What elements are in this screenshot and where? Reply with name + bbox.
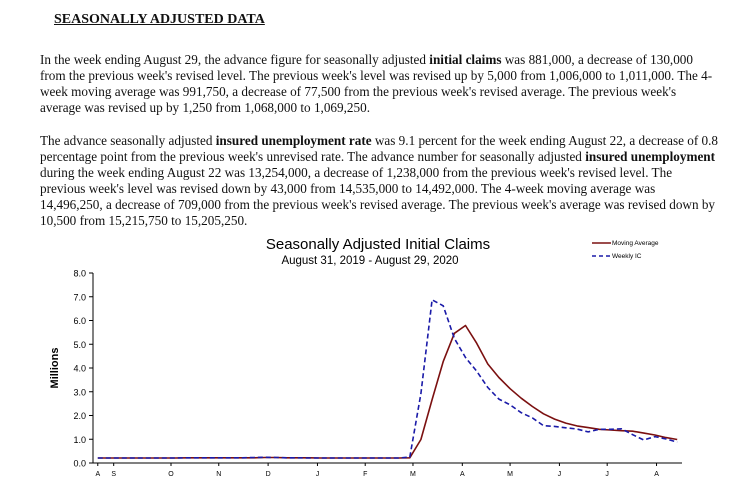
x-tick-label: N xyxy=(216,471,222,478)
chart-legend xyxy=(592,240,659,260)
section-heading: SEASONALLY ADJUSTED DATA xyxy=(54,12,265,27)
p2-bold-insured-unemployment: insured unemployment xyxy=(585,149,716,164)
y-tick-label: 2.0 xyxy=(73,411,86,421)
p1-text-2: was 881,000, a decrease of 130,000 from the previous week's revised level. The previous week's level was revised up by 5,000 from 1,006,000 to 1,011,000. The 4-week moving average was 991,750, a decrease of 77,500 from the previous week's revised average. The previous week's average was revised up by 1,250 from 1,068,000 to 1,069,250. xyxy=(40,52,713,115)
p2-text-3: during the week ending August 22 was 13,254,000, a decrease of 1,238,000 from the previous week's revised level. The previous week's level was revised down by 43,000 from 14,535,000 to 14,492,000. The 4-week moving average was 14,496,250, a decrease of 709,000 from the previous week's revised average. The previous week's average was revised down by 10,500 from 15,215,750 to 15,205,250. xyxy=(40,165,716,228)
x-tick-label: M xyxy=(410,471,416,478)
initial-claims-chart xyxy=(0,232,743,487)
p2-bold-insured-unemployment-rate: insured unemployment rate xyxy=(215,133,372,148)
p1-bold-initial-claims: initial claims xyxy=(429,52,502,67)
y-tick-label: 8.0 xyxy=(73,268,86,279)
x-tick-label: F xyxy=(363,471,368,478)
y-tick-label: 1.0 xyxy=(73,434,86,445)
chart-title: Seasonally Adjusted Initial Claims xyxy=(265,236,491,253)
moving-average-line xyxy=(98,326,677,459)
weekly-ic-line xyxy=(98,300,677,458)
x-tick-label: A xyxy=(459,471,465,478)
y-axis-label: Millions xyxy=(49,347,61,389)
x-tick-label: S xyxy=(111,471,117,478)
x-tick-label: M xyxy=(507,471,513,478)
insured-unemployment-paragraph xyxy=(40,133,720,229)
x-tick-label: D xyxy=(265,471,271,478)
x-tick-label: J xyxy=(605,471,609,478)
p2-text-1: The advance seasonally adjusted xyxy=(40,133,216,148)
plot-area xyxy=(73,269,682,479)
y-tick-label: 0.0 xyxy=(73,458,86,469)
p2-text-2: was 9.1 percent for the week ending August 22, a decrease of 0.8 percentage point from the previous week's unrevised rate. The advance number for seasonally adjusted xyxy=(40,133,719,164)
y-tick-label: 6.0 xyxy=(73,316,86,326)
p1-text-1: In the week ending August 29, the advance figure for seasonally adjusted xyxy=(40,52,430,67)
y-tick-label: 3.0 xyxy=(73,387,86,398)
initial-claims-paragraph xyxy=(40,52,720,116)
y-tick-label: 5.0 xyxy=(73,339,86,350)
legend-moving-average-label: Moving Average xyxy=(612,240,659,247)
x-tick-label: A xyxy=(654,471,659,478)
x-tick-label: J xyxy=(557,471,562,478)
y-tick-label: 7.0 xyxy=(73,292,86,303)
x-tick-label: O xyxy=(168,471,174,478)
x-tick-label: J xyxy=(315,471,320,478)
chart-subtitle: August 31, 2019 - August 29, 2020 xyxy=(281,255,459,267)
y-tick-label: 4.0 xyxy=(73,363,86,374)
legend-weekly-ic-label: Weekly IC xyxy=(612,253,642,260)
x-tick-label: A xyxy=(95,471,101,478)
